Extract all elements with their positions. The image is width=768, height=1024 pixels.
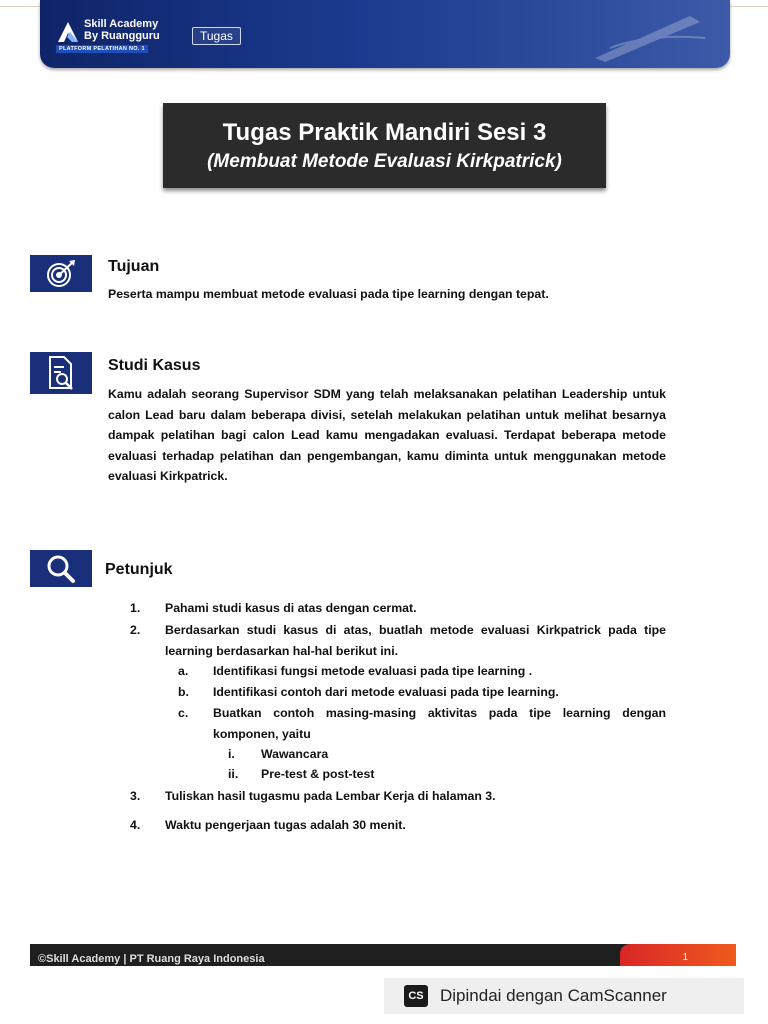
list-number: 3. bbox=[130, 789, 141, 803]
sub-sub-list-item bbox=[228, 744, 666, 765]
footer-copyright: ©Skill Academy | PT Ruang Raya Indonesia bbox=[38, 953, 265, 965]
list-text: Pahami studi kasus di atas dengan cermat. bbox=[165, 601, 417, 615]
sub-list-item bbox=[178, 682, 666, 703]
logo-text bbox=[84, 18, 160, 42]
studi-kasus-text: Kamu adalah seorang Supervisor SDM yang telah melaksanakan pelatihan Leadership untuk calon Lead baru dalam beberapa divisi, setelah melakukan pelatihan untuk melihat besarnya dampak pelatihan bagi calon Lead kamu mengadakan evaluasi. Terdapat beberapa metode evaluasi terhadap pelatihan dan pengembangan, kamu diminta untuk menggunakan metode evaluasi Kirkpatrick. bbox=[108, 387, 666, 483]
list-item bbox=[130, 598, 666, 619]
document-header bbox=[40, 0, 730, 68]
list-item bbox=[130, 815, 666, 836]
list-text: Berdasarkan studi kasus di atas, buatlah metode evaluasi Kirkpatrick pada tipe learning berdasarkan hal-hal berikut ini. bbox=[165, 623, 666, 658]
title-box bbox=[163, 103, 606, 188]
document-search-icon bbox=[30, 352, 92, 394]
list-text: Waktu pengerjaan tugas adalah 30 menit. bbox=[165, 818, 406, 832]
sub-sub-list-item bbox=[228, 764, 666, 785]
target-icon bbox=[30, 255, 92, 292]
sub-list-letter: a. bbox=[178, 664, 189, 678]
sub-sub-list-numeral: i. bbox=[228, 747, 235, 761]
section-title-petunjuk: Petunjuk bbox=[105, 561, 173, 578]
list-item bbox=[130, 620, 666, 661]
document-footer bbox=[30, 944, 736, 966]
sub-sub-list-text: Wawancara bbox=[261, 747, 329, 761]
list-number: 4. bbox=[130, 818, 141, 832]
sub-list-letter: c. bbox=[178, 706, 189, 720]
magnifier-icon bbox=[30, 550, 92, 587]
section-title-studi-kasus: Studi Kasus bbox=[108, 357, 201, 374]
sub-list-text: Identifikasi fungsi metode evaluasi pada tipe learning . bbox=[213, 664, 533, 678]
camscanner-watermark bbox=[384, 978, 744, 1014]
sub-list-text: Buatkan contoh masing-masing aktivitas pada tipe learning dengan komponen, yaitu bbox=[213, 706, 666, 741]
logo-tagline: PLATFORM PELATIHAN NO. 1 bbox=[56, 45, 148, 53]
logo-line1: Skill Academy bbox=[84, 18, 159, 30]
tab-tugas: Tugas bbox=[192, 27, 241, 45]
list-item bbox=[130, 786, 666, 807]
sub-list-letter: b. bbox=[178, 685, 189, 699]
skill-academy-logo-icon bbox=[56, 20, 80, 44]
list-number: 1. bbox=[130, 601, 141, 615]
sub-list-item bbox=[178, 661, 666, 682]
camscanner-logo-icon: CS bbox=[404, 985, 428, 1007]
sub-list-text: Identifikasi contoh dari metode evaluasi pada tipe learning. bbox=[213, 685, 559, 699]
sub-sub-list-text: Pre-test & post-test bbox=[261, 767, 375, 781]
page-number: 1 bbox=[682, 952, 688, 963]
pen-decoration-icon bbox=[590, 8, 710, 63]
page-subtitle: (Membuat Metode Evaluasi Kirkpatrick) bbox=[207, 151, 562, 172]
footer-accent bbox=[620, 944, 736, 966]
sub-sub-list-numeral: ii. bbox=[228, 767, 239, 781]
logo-line2: By Ruangguru bbox=[84, 30, 160, 42]
sub-list-item bbox=[178, 703, 666, 744]
page-title: Tugas Praktik Mandiri Sesi 3 bbox=[222, 119, 547, 146]
section-title-tujuan: Tujuan bbox=[108, 258, 160, 275]
tujuan-text: Peserta mampu membuat metode evaluasi pada tipe learning dengan tepat. bbox=[108, 287, 549, 301]
list-text: Tuliskan hasil tugasmu pada Lembar Kerja di halaman 3. bbox=[165, 789, 496, 803]
camscanner-text: Dipindai dengan CamScanner bbox=[440, 986, 667, 1005]
list-number: 2. bbox=[130, 623, 141, 637]
